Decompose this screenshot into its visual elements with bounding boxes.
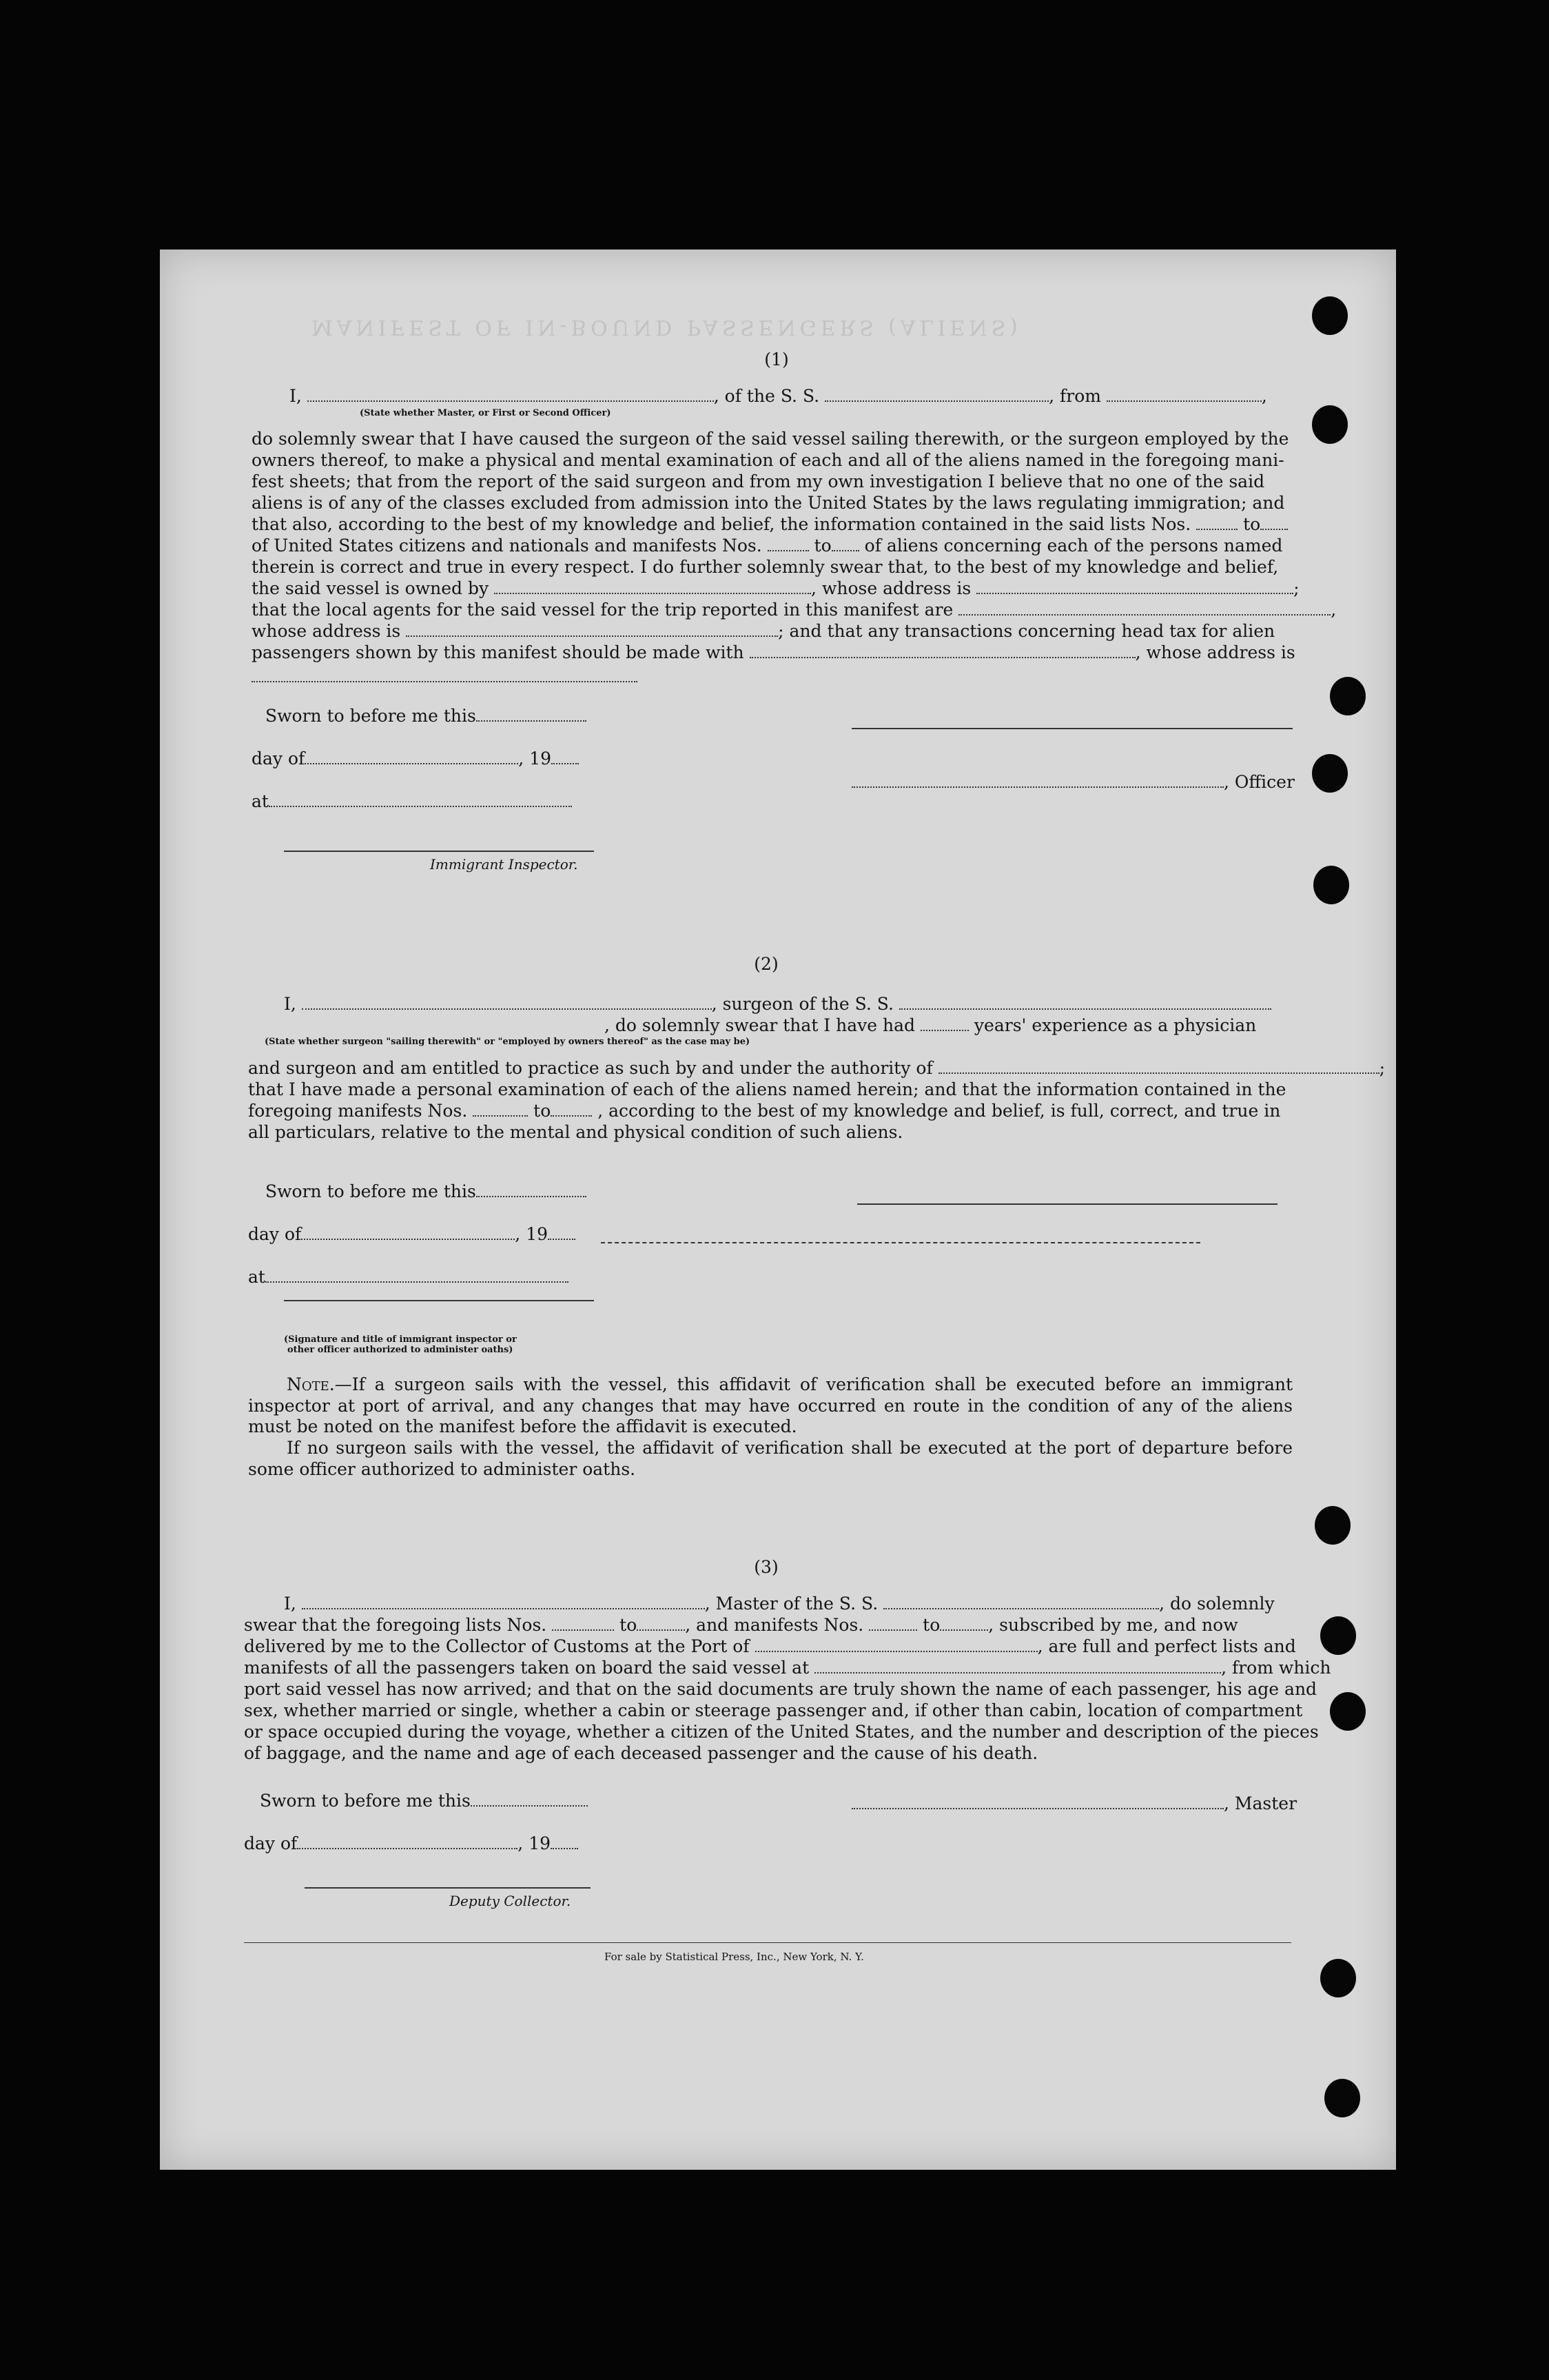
s3-sworn-row: Sworn to before me this [260,1791,588,1811]
s2-signature-rule [857,1203,1278,1205]
s1-officer-sig-rule-1 [852,728,1293,729]
s1-body-10-row: passengers shown by this manifest should be made with , whose address is [252,642,1295,662]
s3-body-0: port said vessel has now arrived; and that on the said documents are truly shown the name of each passenger, his age and [244,1679,1317,1699]
s1-sworn-row: Sworn to before me this [265,706,586,726]
binder-hole-6 [1315,1506,1351,1545]
section1-line1: I, , of the S. S. , from , [289,386,1267,406]
signature-note-1: (Signature and title of immigrant inspector or [284,1334,517,1345]
section2-line2: , do solemnly swear that I have had years' experience as a physician [604,1015,1257,1035]
s3-body-2: or space occupied during the voyage, whether a citizen of the United States, and the number and description of the pieces [244,1722,1319,1742]
s1-body-0: do solemnly swear that I have caused the surgeon of the said vessel sailing therewith, or the surgeon employed by the [252,429,1289,449]
surgeon-note: (State whether surgeon "sailing therewith" or "employed by owners thereof" as the case may be) [265,1037,750,1047]
s2-body-1: that I have made a personal examination of each of the aliens named herein; and that the information contained in the [248,1079,1286,1099]
section3-line4: manifests of all the passengers taken on board the said vessel at , from which [244,1658,1331,1678]
signature-note-2: other officer authorized to administer oaths) [287,1345,513,1355]
s2-sworn-row: Sworn to before me this [265,1181,586,1202]
section3-number: (3) [754,1557,779,1577]
s2-at-row: at [248,1267,568,1288]
s1-body-7-row: the said vessel is owned by , whose address is ; [252,578,1300,598]
s1-officer-row: , Officer [852,772,1295,793]
s2-body-3: all particulars, relative to the mental and physical condition of such aliens. [248,1122,903,1142]
s2-dashed-rule [601,1242,1200,1243]
binder-hole-1 [1312,296,1348,335]
s3-master-row: , Master [852,1793,1297,1814]
section3-line1: I, , Master of the S. S. , do solemnly [284,1594,1275,1614]
s1-body-8-row: that the local agents for the said vessel for the trip reported in this manifest are , [252,600,1337,620]
s1-address-rule [252,681,637,682]
s1-body-6: therein is correct and true in every respect. I do further solemnly swear that, to the best of my knowledge and belief, [252,557,1279,577]
immigrant-inspector-label: Immigrant Inspector. [430,856,578,873]
s3-body-3: of baggage, and the name and age of each deceased passenger and the cause of his death. [244,1743,1038,1763]
s1-body-4-row: that also, according to the best of my knowledge and belief, the information contained in the said lists Nos. to [252,514,1288,535]
s1-body-1: owners thereof, to make a physical and mental examination of each and all of the aliens named in the foregoing mani- [252,450,1284,470]
s3-deputy-rule [305,1887,591,1889]
surgeon-note-paragraph: Note.—If a surgeon sails with the vessel, this affidavit of verification shall be executed before an immigrant inspector at port of arrival, and any changes that may have occurred en route in the condition of any of the aliens must be noted on the manifest before the affidavit is executed. [248,1374,1293,1437]
binder-hole-9 [1320,1959,1356,1997]
s2-body-2-row: foregoing manifests Nos. to , according to the best of my knowledge and belief, is full, correct, and true in [248,1101,1281,1121]
binder-hole-7 [1320,1616,1356,1655]
bleed-through-text: MANIFEST OF IN-BOUND PASSENGERS (ALIENS) [311,315,1022,339]
s1-day-row: day of , 19 [252,749,579,769]
s1-inspector-rule [284,851,594,852]
binder-hole-4 [1312,754,1348,793]
s2-inspector-rule [284,1300,594,1301]
binder-hole-10 [1324,2079,1360,2117]
section1-number: (1) [764,349,789,369]
deputy-collector-label: Deputy Collector. [449,1893,571,1909]
section3-line3: delivered by me to the Collector of Customs at the Port of , are full and perfect lists and [244,1636,1296,1656]
binder-hole-2 [1312,405,1348,444]
section2-number: (2) [754,954,779,974]
section2-line1: I, , surgeon of the S. S. [284,994,1271,1015]
binder-hole-3 [1330,677,1366,715]
section3-line2: swear that the foregoing lists Nos. to , and manifests Nos. to , subscribed by me, and now [244,1615,1238,1635]
s3-body-1: sex, whether married or single, whether a cabin or steerage passenger and, if other than cabin, location of compartment [244,1700,1303,1720]
s1-body-9-row: whose address is ; and that any transactions concerning head tax for alien [252,621,1275,641]
s2-day-row: day of , 19 [248,1224,575,1245]
s1-body-2: fest sheets; that from the report of the said surgeon and from my own investigation I believe that no one of the said [252,471,1265,491]
s3-day-row: day of , 19 [244,1833,578,1854]
s1-body-5-row: of United States citizens and nationals and manifests Nos. to of aliens concerning each of the persons named [252,536,1283,556]
footer-rule [244,1942,1291,1943]
s2-body-0-row: and surgeon and am entitled to practice as such by and under the authority of ; [248,1058,1386,1078]
form-page [160,250,1396,2170]
s1-body-3: aliens is of any of the classes excluded from admission into the United States by the laws regulating immigration; and [252,493,1285,513]
binder-hole-8 [1330,1692,1366,1731]
footer-text: For sale by Statistical Press, Inc., New York, N. Y. [604,1951,864,1963]
binder-hole-5 [1313,866,1349,904]
officer-note: (State whether Master, or First or Second Officer) [360,408,611,418]
s1-at-row: at [252,791,572,812]
no-surgeon-paragraph: If no surgeon sails with the vessel, the affidavit of verification shall be executed at the port of departure before some officer authorized to administer oaths. [248,1438,1293,1479]
